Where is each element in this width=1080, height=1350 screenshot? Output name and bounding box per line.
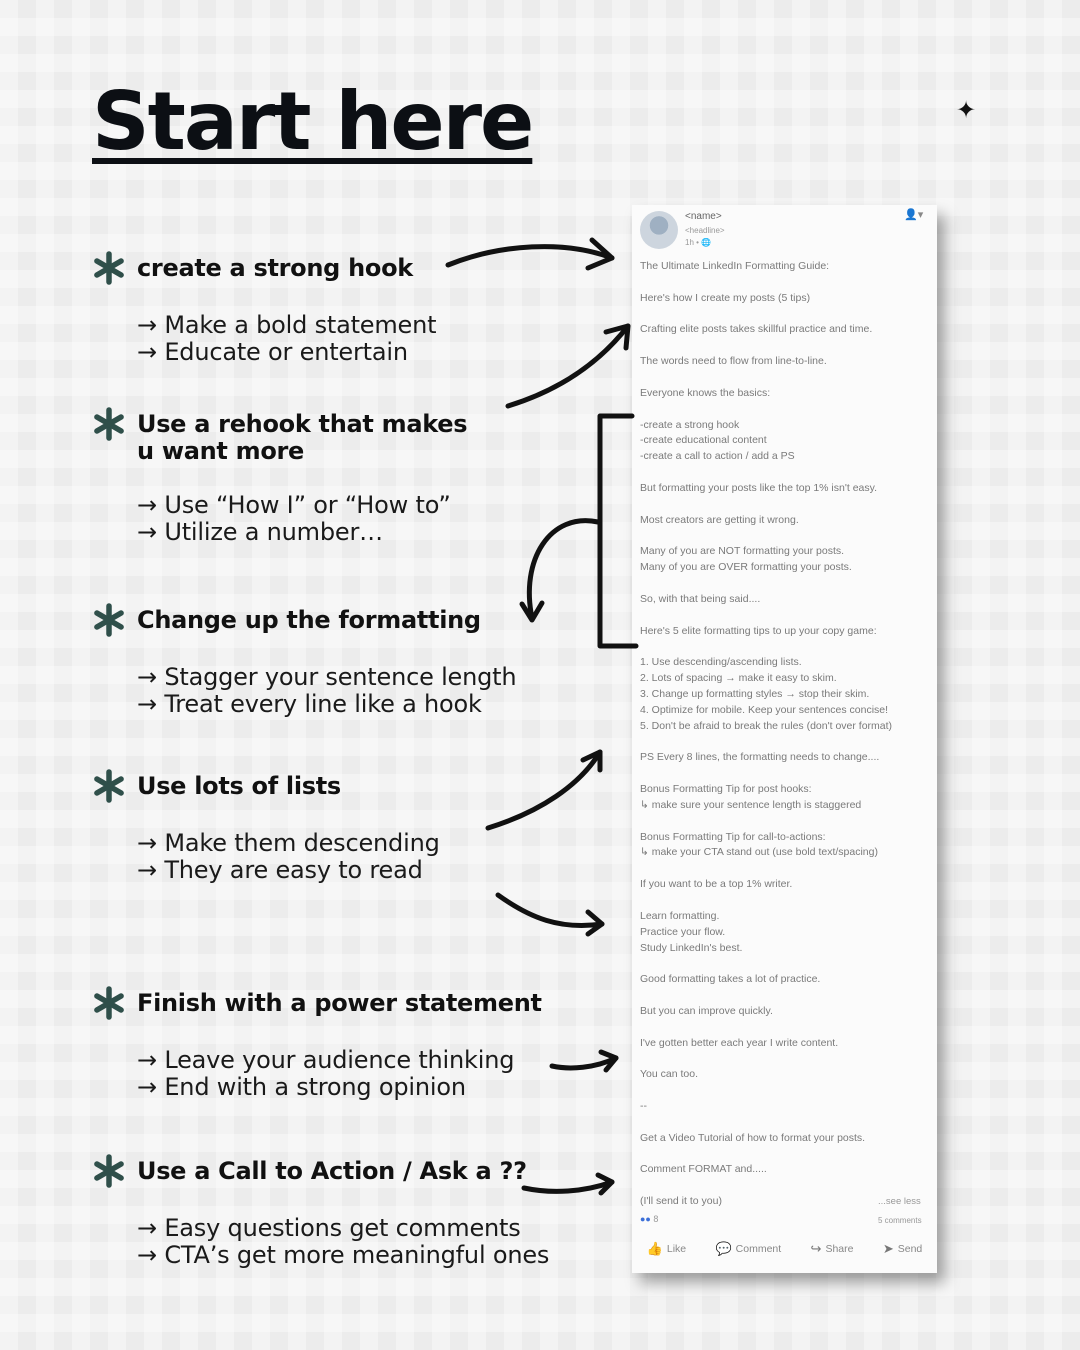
tip-bullet: → Use “How I” or “How to” [137,491,451,519]
post-text-line: Bonus Formatting Tip for call-to-actions: [640,830,826,843]
post-text-line: ↳ make sure your sentence length is staggered [640,798,862,811]
post-text-line: Bonus Formatting Tip for post hooks: [640,783,812,796]
post-text-line: 4. Optimize for mobile. Keep your sentences concise! [640,703,889,716]
see-less-link[interactable]: ...see less [878,1196,921,1207]
post-text-line: Here's 5 elite formatting tips to up your copy game: [640,624,877,637]
tip-bullet: → End with a strong opinion [137,1073,466,1101]
tip-bullet: → They are easy to read [137,856,423,884]
post-text-line: So, with that being said.... [640,592,761,605]
arrow-rehook [508,326,628,406]
tip-bullet: → Stagger your sentence length [137,663,517,691]
tip-bullet: → CTA’s get more meaningful ones [137,1241,550,1269]
post-text-line: 5. Don't be afraid to break the rules (don't over format) [640,719,893,732]
post-text-line: -create a call to action / add a PS [640,450,795,463]
tip-heading-line: Finish with a power statement [137,989,542,1017]
arrow-cta [524,1182,612,1191]
post-text-line: (I'll send it to you) [640,1195,722,1208]
post-text-line: But you can improve quickly. [640,1004,773,1017]
post-author-name: <name> [685,211,722,222]
post-text-line: ↳ make your CTA stand out (use bold text/spacing) [640,846,878,859]
post-text-line: Crafting elite posts takes skillful practice and time. [640,323,873,336]
tip-heading-line: create a strong hook [137,254,413,282]
follow-person-icon[interactable]: 👤▾ [904,209,924,221]
post-text-line: -create a strong hook [640,418,740,431]
tip-bullet: → Treat every line like a hook [137,690,482,718]
post-text-line: I've gotten better each year I write content. [640,1036,839,1049]
post-text-line: Many of you are NOT formatting your posts. [640,545,845,558]
tip-bullet: → Educate or entertain [137,338,408,366]
post-text-line: You can too. [640,1068,698,1081]
post-text-line: Good formatting takes a lot of practice. [640,973,821,986]
tip-bullet: → Leave your audience thinking [137,1046,515,1074]
post-text-line: Practice your flow. [640,925,726,938]
tip-heading-line: Use a Call to Action / Ask a ?? [137,1157,527,1185]
post-text-line: Get a Video Tutorial of how to format your posts. [640,1131,866,1144]
post-timestamp: 1h • 🌐 [685,238,712,247]
reactions-number: 8 [653,1214,659,1224]
send-icon: ➤ [882,1241,894,1256]
post-text-line: 2. Lots of spacing → make it easy to skim. [640,672,837,685]
post-text-line: Learn formatting. [640,909,720,922]
action-label: Like [666,1243,687,1255]
tip-heading-line: Use a rehook that makes [137,410,468,438]
post-text-line: Here's how I create my posts (5 tips) [640,291,811,304]
sparkle-icon: ✦ [956,96,977,124]
share-icon: ↪ [810,1241,822,1256]
post-author-headline: <headline> [685,226,725,235]
tip-heading-line: Change up the formatting [137,606,481,634]
arrow-lists-up [488,752,600,828]
comments-count[interactable]: 5 comments [878,1216,922,1225]
post-text-line: 3. Change up formatting styles → stop their skim. [640,687,870,700]
tip-heading-line: u want more [137,437,305,465]
post-text-line: Many of you are OVER formatting your posts. [640,561,852,574]
post-text-line: Study LinkedIn's best. [640,941,743,954]
reaction-icons: ●● [640,1214,651,1224]
post-text-line: Most creators are getting it wrong. [640,513,799,526]
post-text-line: -- [640,1100,647,1113]
arrow-hook [448,247,612,265]
tip-bullet: → Utilize a number… [137,518,383,546]
tip-bullet: → Easy questions get comments [137,1214,521,1242]
bracket-formatting [600,416,636,646]
post-text-line: 1. Use descending/ascending lists. [640,656,802,669]
post-text-line: -create educational content [640,434,767,447]
tip-bullet: → Make a bold statement [137,311,437,339]
action-label: Share [825,1243,854,1255]
action-label: Send [897,1243,923,1255]
page-title: Start here [92,75,533,168]
post-text-line: If you want to be a top 1% writer. [640,878,793,891]
post-text-line: PS Every 8 lines, the formatting needs to change.... [640,751,880,764]
post-text-line: But formatting your posts like the top 1% isn't easy. [640,481,878,494]
tip-heading-line: Use lots of lists [137,772,341,800]
post-text-line: Comment FORMAT and..... [640,1163,767,1176]
like-icon: 👍 [646,1241,663,1256]
tip-bullet: → Make them descending [137,829,440,857]
post-text-line: The words need to flow from line-to-line. [640,355,827,368]
post-text-line: Everyone knows the basics: [640,386,771,399]
action-label: Comment [735,1243,782,1255]
post-text-line: The Ultimate LinkedIn Formatting Guide: [640,260,830,272]
comment-icon: 💬 [715,1241,732,1256]
